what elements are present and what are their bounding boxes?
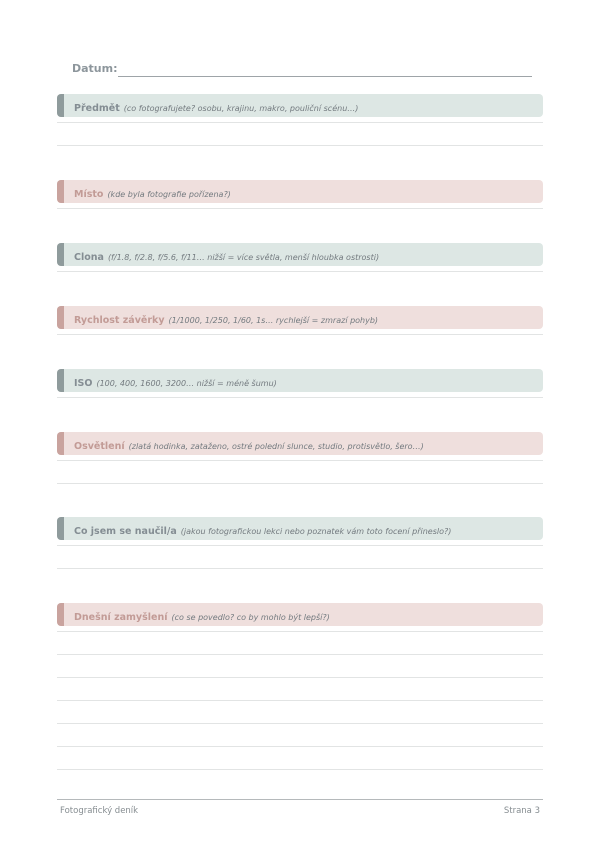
section-title: Místo xyxy=(74,189,104,200)
writing-line[interactable] xyxy=(57,460,543,461)
section-hint: (f/1.8, f/2.8, f/5.6, f/11… nižší = více světla, menší hloubka ostrosti) xyxy=(107,253,380,262)
section-hint: (co fotografujete? osobu, krajinu, makro, pouliční scénu…) xyxy=(123,104,359,113)
writing-line[interactable] xyxy=(57,208,543,209)
section-hint: (jakou fotografickou lekci nebo poznatek vám toto focení přineslo?) xyxy=(180,527,452,536)
writing-line[interactable] xyxy=(57,483,543,484)
writing-line[interactable] xyxy=(57,122,543,123)
writing-line[interactable] xyxy=(57,568,543,569)
writing-line[interactable] xyxy=(57,271,543,272)
section-accent-bar xyxy=(57,517,64,540)
writing-line[interactable] xyxy=(57,746,543,747)
section-accent-bar xyxy=(57,243,64,266)
section-hint: (100, 400, 1600, 3200… nižší = méně šumu) xyxy=(96,379,277,388)
writing-line[interactable] xyxy=(57,397,543,398)
footer-divider xyxy=(57,799,543,800)
section-hint: (zlatá hodinka, zataženo, ostré polední slunce, studio, protisvětlo, šero…) xyxy=(128,442,424,451)
section-title: Osvětlení xyxy=(74,441,125,452)
section-hint: (kde byla fotografie pořízena?) xyxy=(107,190,231,199)
date-label: Datum: xyxy=(72,62,118,75)
section-accent-bar xyxy=(57,94,64,117)
section-accent-bar xyxy=(57,603,64,626)
writing-line[interactable] xyxy=(57,631,543,632)
section-accent-bar xyxy=(57,432,64,455)
section-accent-bar xyxy=(57,369,64,392)
section-title: Rychlost závěrky xyxy=(74,315,165,326)
writing-line[interactable] xyxy=(57,145,543,146)
section-subject xyxy=(57,94,543,117)
date-field-line[interactable] xyxy=(118,76,532,77)
date-row xyxy=(72,62,532,80)
writing-line[interactable] xyxy=(57,334,543,335)
section-iso xyxy=(57,369,543,392)
writing-line[interactable] xyxy=(57,700,543,701)
section-accent-bar xyxy=(57,180,64,203)
section-title: Dnešní zamyšlení xyxy=(74,612,168,623)
section-hint: (1/1000, 1/250, 1/60, 1s… rychlejší = zmrazí pohyb) xyxy=(168,316,379,325)
writing-line[interactable] xyxy=(57,654,543,655)
writing-line[interactable] xyxy=(57,677,543,678)
footer-journal-title: Fotografický deník xyxy=(60,806,139,816)
section-reflection xyxy=(57,603,543,626)
footer-page-number: Strana 3 xyxy=(503,806,540,816)
section-title: Co jsem se naučil/a xyxy=(74,526,177,537)
section-accent-bar xyxy=(57,306,64,329)
section-lighting xyxy=(57,432,543,455)
section-place xyxy=(57,180,543,203)
writing-line[interactable] xyxy=(57,769,543,770)
section-shutter-speed xyxy=(57,306,543,329)
section-title: ISO xyxy=(74,378,93,389)
writing-line[interactable] xyxy=(57,545,543,546)
section-lesson-learned xyxy=(57,517,543,540)
section-title: Clona xyxy=(74,252,104,263)
section-title: Předmět xyxy=(74,103,120,114)
section-aperture xyxy=(57,243,543,266)
writing-line[interactable] xyxy=(57,723,543,724)
section-hint: (co se povedlo? co by mohlo být lepší?) xyxy=(171,613,330,622)
